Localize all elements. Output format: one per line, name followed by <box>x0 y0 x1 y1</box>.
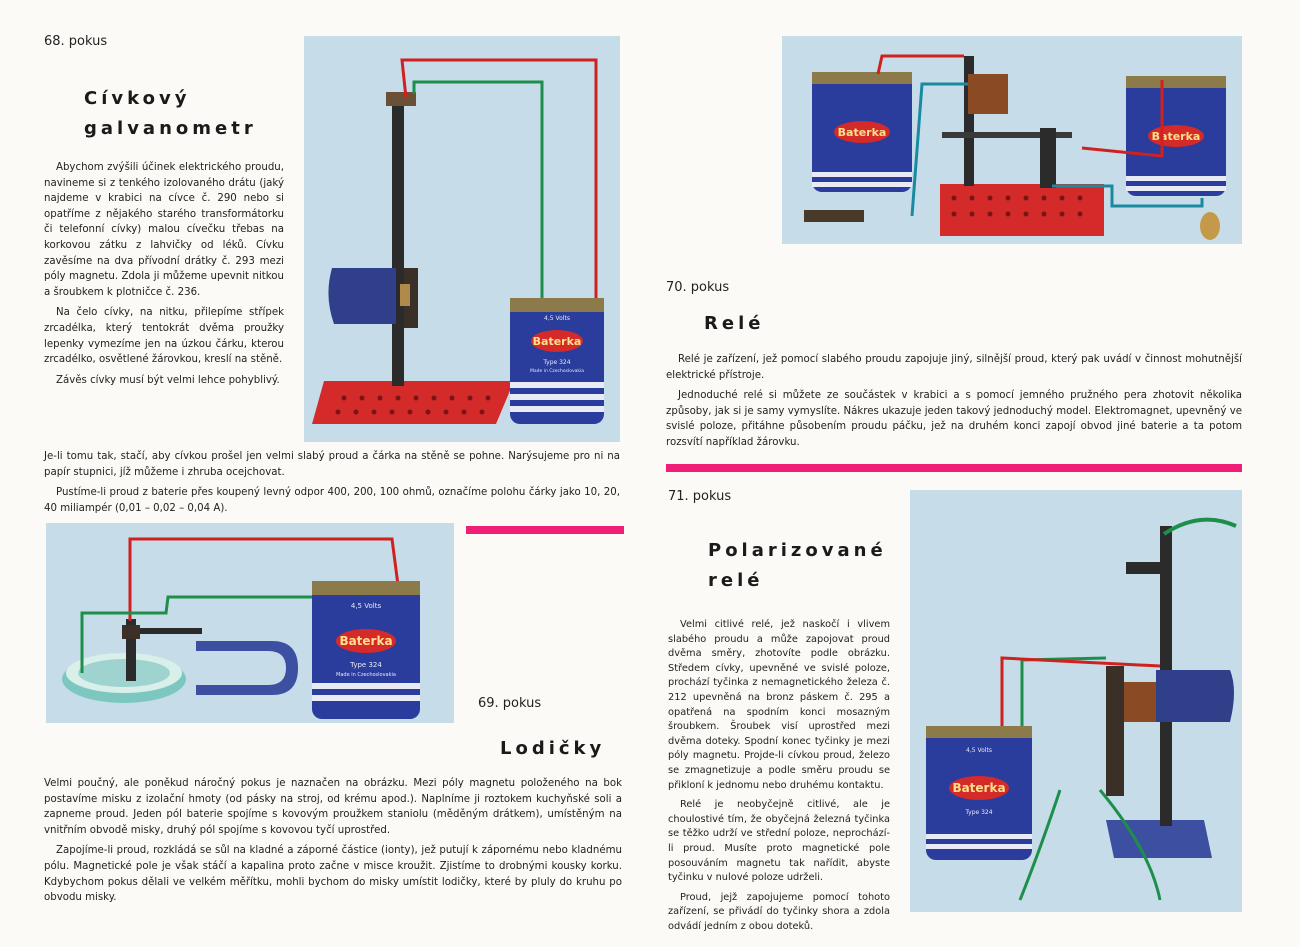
exp68-text <box>44 160 284 393</box>
battery-brand-label-2: Baterka <box>339 634 393 648</box>
rele-illustration <box>782 36 1242 244</box>
exp68-text-wide <box>44 449 620 521</box>
exp68-para-3: Závěs cívky musí být velmi lehce pohyblivý. <box>56 374 280 386</box>
battery-type-label-5: Type 324 <box>965 809 993 816</box>
exp70-number: 70. pokus <box>666 280 730 295</box>
exp69-text <box>44 776 622 911</box>
lodicky-photo <box>46 523 454 723</box>
exp69-para-2: Zapojíme-li proud, rozkládá se sůl na kladné a záporné částice (ionty), jež putují k zápornému nebo kladnému pólu. Magnetické pole je však stáčí a kapalina proto začne v misce kroužit. Zjistíme to drobnými kousky korku. Kdybychom pokus dělali ve velkém měřítku, mohli bychom do misky umístit lodičky, které by pluly do kruhu po obvodu misky. <box>44 845 622 904</box>
exp68-para-2: Na čelo cívky, na nitku, přilepíme střípek zrcadélka, který tentokrát dvěma proužky lepenky vymezíme jen na úzkou čárku, kterou zrcadélko, osvětlené žárovkou, kreslí na stěně. <box>44 307 284 366</box>
exp68-number: 68. pokus <box>44 34 108 49</box>
exp71-title-line1: Polarizované <box>708 540 887 561</box>
galvanometer-illustration <box>304 36 620 442</box>
exp71-number: 71. pokus <box>668 489 732 504</box>
galvanometer-photo <box>304 36 620 442</box>
battery-made-label-1: Made in Czechoslovakia <box>530 369 584 374</box>
battery-type-label-2: Type 324 <box>350 661 382 669</box>
battery-volts-label-1: 4,5 Volts <box>544 315 570 322</box>
exp68-title-line2: galvanometr <box>84 118 257 139</box>
exp69-para-1: Velmi poučný, ale poněkud náročný pokus je naznačen na obrázku. Mezi póly magnetu položeného na bok postavíme misku z izolační hmoty (od pásky na stroj, od krému apod.). Naplníme ji roztokem kuchyňské soli a zapneme proud. Jeden pól baterie spojíme s kovovým proužkem staniolu (měděným drátkem), umístěným na vnitřním obvodě misky, druhý pól spojíme s kovovou tyčí uprostřed. <box>44 778 622 836</box>
exp70-para-2: Jednoduché relé si můžete ze součástek v krabici a s pomocí jemného pružného pera zhotovit několika způsoby, jak si je samy vymyslíte. Nákres ukazuje jeden takový jednoduchý model. Elektromagnet, upevněný ve svislé poloze, přitáhne působením proudu páčku, jež na druhém konci zapojí obvod jiné baterie a ta potom rozsvítí například žárovku. <box>666 390 1242 448</box>
pink-divider-right <box>666 464 1242 472</box>
exp71-para-3: Proud, jejž zapojujeme pomocí tohoto zařízení, se přivádí do tyčinky shora a zdola odvádí jedním z obou doteků. <box>668 891 890 932</box>
exp69-title: Lodičky <box>500 738 606 759</box>
exp68-title <box>84 84 257 144</box>
battery-volts-label-5: 4,5 Volts <box>966 747 992 754</box>
battery-brand-label-1: Baterka <box>532 335 582 348</box>
lodicky-illustration <box>46 523 454 723</box>
battery-brand-label-3: Baterka <box>837 126 887 139</box>
exp68-para-4: Je-li tomu tak, stačí, aby cívkou prošel jen velmi slabý proud a čárka na stěně se pohne. Narýsujeme pro ni na papír stupnici, jíž můžeme i zhruba ocejchovat. <box>44 451 620 478</box>
exp68-para-5: Pustíme-li proud z baterie přes koupený levný odpor 400, 200, 100 ohmů, označíme polohu čárky jako 10, 20, 40 miliampér (0,01 – 0,02 – 0,04 A). <box>44 487 620 514</box>
exp68-title-line1: Cívkový <box>84 88 191 109</box>
battery-made-label-2: Made in Czechoslovakia <box>336 672 396 678</box>
exp70-title: Relé <box>704 313 765 334</box>
exp68-para-1: Abychom zvýšili účinek elektrického proudu, navineme si z tenkého izolovaného drátu (jaký najdeme v krabici na cívce č. 290 nebo si opatříme z nějakého starého transformátorku či telefonní cívky) malou cívečku třebas na korkovou zátku z lahvičky od léků. Cívku zavěsíme na dva přívodní drátky č. 293 mezi póly magnetu. Zdola ji můžeme upevnit nitkou a šroubkem k plotničce č. 236. <box>44 162 284 298</box>
exp71-text <box>668 618 890 939</box>
battery-brand-label-5: Baterka <box>952 781 1006 795</box>
polarizovane-rele-illustration <box>910 490 1242 912</box>
exp71-para-1: Velmi citlivé relé, jež naskočí i vlivem slabého proudu a může zapojovat proud dvěma směry, zhotovíte podle obrázku. Středem cívky, upevněné ve svislé poloze, prochází tyčinka z nemagnetického železa č. 212 upevněná na bronz páskem č. 295 a opatřená na spodním konci mosazným šroubkem. Šroubek visí uprostřed mezi dvěma doteky. Spodní konec tyčinky je mezi póly magnetu. Projde-li cívkou proud, železo se zmagnetizuje a podle směru proudu se přikloní k jednomu nebo druhému kontaktu. <box>668 619 890 791</box>
exp71-title <box>708 536 887 596</box>
battery-brand-label-4: Baterka <box>1151 130 1201 143</box>
battery-type-label-1: Type 324 <box>543 359 571 366</box>
polarizovane-rele-photo <box>910 490 1242 912</box>
battery-volts-label-2: 4,5 Volts <box>350 602 382 610</box>
exp70-text <box>666 352 1242 456</box>
exp69-number: 69. pokus <box>478 696 542 711</box>
exp71-para-2: Relé je neobyčejně citlivé, ale je choulostivé tím, že obyčejná železná tyčinka se těžko udrží ve střední poloze, neprochází-li proud. Musíte proto magnetické pole posouváním magnetu tak nařídit, abyste tyčinku v nulové poloze udrželi. <box>668 799 890 884</box>
pink-divider-left <box>466 526 624 534</box>
rele-photo <box>782 36 1242 244</box>
exp70-para-1: Relé je zařízení, jež pomocí slabého proudu zapojuje jiný, silnější proud, který pak uvádí v činnost mohutnější elektrické přístroje. <box>666 354 1242 381</box>
exp71-title-line2: relé <box>708 570 764 591</box>
